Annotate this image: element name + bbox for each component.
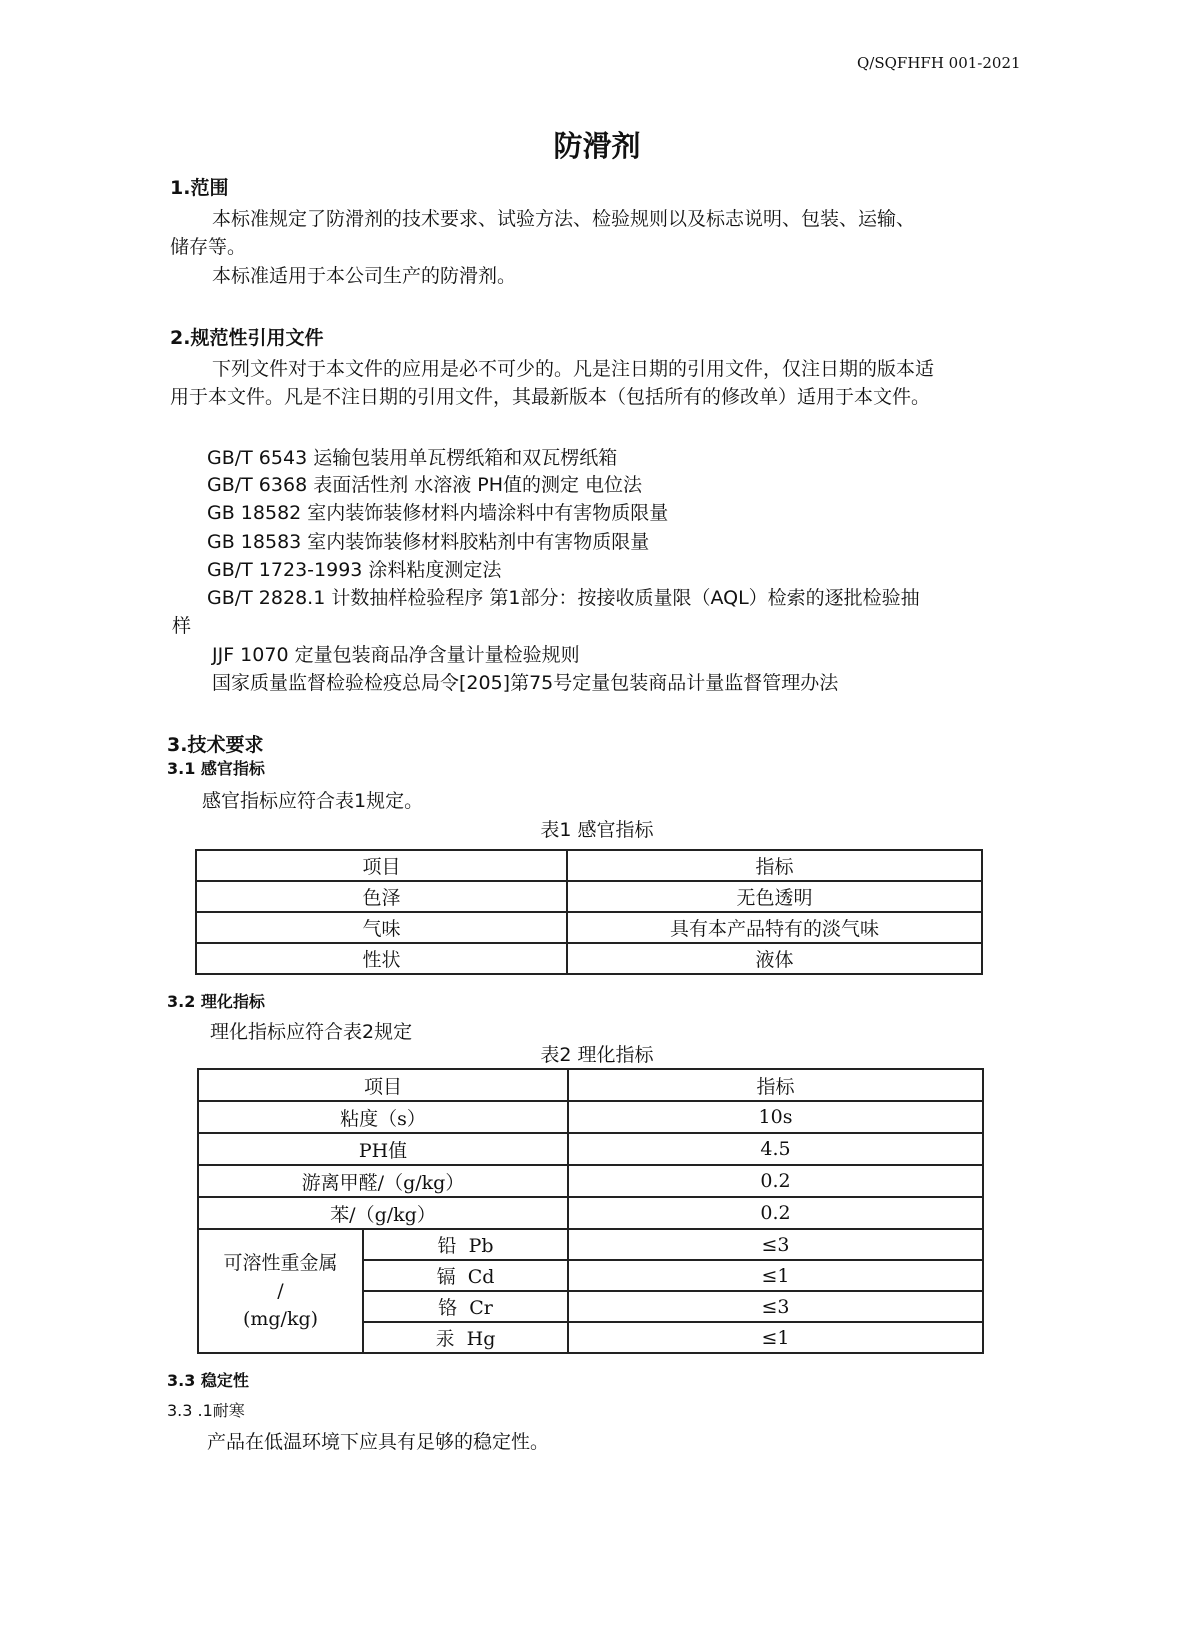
table-2-caption: 表2 理化指标 xyxy=(540,1044,654,1066)
table-row xyxy=(196,881,982,912)
table-cell: 0.2 xyxy=(568,1165,983,1197)
table-header-cell: 项目 xyxy=(198,1069,568,1101)
reference-item: GB/T 2828.1 计数抽样检验程序 第1部分：按接收质量限（AQL）检索的逐批检验抽 xyxy=(207,587,920,609)
table-row xyxy=(198,1229,983,1260)
section-3-2-heading: 3.2 理化指标 xyxy=(167,992,265,1011)
reference-item-continuation: 样 xyxy=(172,615,192,637)
table-cell: 粘度（s） xyxy=(198,1101,568,1133)
reference-item: GB 18582 室内装饰装修材料内墙涂料中有害物质限量 xyxy=(207,502,669,524)
table-cell: ≤1 xyxy=(568,1260,983,1291)
table-row xyxy=(198,1165,983,1197)
heavy-metal-group-unit: (mg/kg) xyxy=(242,1308,319,1330)
section-3-3-1-heading: 3.3 .1耐寒 xyxy=(167,1401,245,1420)
section-3-heading: 3.技术要求 xyxy=(167,734,264,756)
heavy-metal-group-separator: / xyxy=(277,1280,284,1302)
section-3-3-1-text: 产品在低温环境下应具有足够的稳定性。 xyxy=(207,1431,550,1453)
table-row xyxy=(198,1197,983,1229)
table-cell: 10s xyxy=(568,1101,983,1133)
section-2-paragraph-line-1: 下列文件对于本文件的应用是必不可少的。凡是注日期的引用文件，仅注日期的版本适 xyxy=(212,358,935,380)
section-3-3-heading: 3.3 稳定性 xyxy=(167,1371,249,1390)
heavy-metal-group-label: 可溶性重金属 xyxy=(223,1252,338,1274)
sensory-table xyxy=(195,849,983,975)
table-cell: 镉 Cd xyxy=(363,1260,568,1291)
heavy-metal-group-cell xyxy=(198,1229,363,1353)
table-cell: 无色透明 xyxy=(567,881,982,912)
table-header-cell: 指标 xyxy=(567,850,982,881)
table-cell: 性状 xyxy=(196,943,567,974)
table-header-cell: 指标 xyxy=(568,1069,983,1101)
table-cell: 0.2 xyxy=(568,1197,983,1229)
table-cell: 游离甲醛/（g/kg） xyxy=(198,1165,568,1197)
table-cell: PH值 xyxy=(198,1133,568,1165)
section-3-1-heading: 3.1 感官指标 xyxy=(167,759,265,778)
table-header-row xyxy=(196,850,982,881)
table-cell: 液体 xyxy=(567,943,982,974)
table-cell: 汞 Hg xyxy=(363,1322,568,1353)
table-1-caption: 表1 感官指标 xyxy=(540,819,654,841)
section-2-heading: 2.规范性引用文件 xyxy=(170,327,324,349)
table-cell: 色泽 xyxy=(196,881,567,912)
table-cell: ≤3 xyxy=(568,1291,983,1322)
section-2-paragraph-line-2: 用于本文件。凡是不注日期的引用文件，其最新版本（包括所有的修改单）适用于本文件。 xyxy=(170,386,931,408)
table-cell: 苯/（g/kg） xyxy=(198,1197,568,1229)
table-cell: 气味 xyxy=(196,912,567,943)
reference-item: GB/T 1723-1993 涂料粘度测定法 xyxy=(207,559,502,581)
table-cell: 4.5 xyxy=(568,1133,983,1165)
document-code: Q/SQFHFH 001-2021 xyxy=(857,54,1021,72)
table-cell: ≤3 xyxy=(568,1229,983,1260)
table-cell: 具有本产品特有的淡气味 xyxy=(567,912,982,943)
table-header-row xyxy=(198,1069,983,1101)
physicochemical-table xyxy=(197,1068,984,1354)
document-title: 防滑剂 xyxy=(553,129,641,163)
section-3-1-text: 感官指标应符合表1规定。 xyxy=(202,790,424,812)
reference-item: 国家质量监督检验检疫总局令[205]第75号定量包装商品计量监督管理办法 xyxy=(212,672,839,694)
section-1-heading: 1.范围 xyxy=(170,177,229,199)
table-row xyxy=(198,1133,983,1165)
reference-item: GB 18583 室内装饰装修材料胶粘剂中有害物质限量 xyxy=(207,531,650,553)
table-cell: 铅 Pb xyxy=(363,1229,568,1260)
table-row xyxy=(196,943,982,974)
reference-item: GB/T 6368 表面活性剂 水溶液 PH值的测定 电位法 xyxy=(207,474,643,496)
section-1-paragraph-2: 本标准适用于本公司生产的防滑剂。 xyxy=(212,265,517,287)
section-1-paragraph-line-2: 储存等。 xyxy=(170,236,247,258)
reference-item: JJF 1070 定量包装商品净含量计量检验规则 xyxy=(212,644,580,666)
section-3-2-text: 理化指标应符合表2规定 xyxy=(210,1021,413,1043)
table-header-cell: 项目 xyxy=(196,850,567,881)
table-cell: 铬 Cr xyxy=(363,1291,568,1322)
table-row xyxy=(196,912,982,943)
reference-item: GB/T 6543 运输包装用单瓦楞纸箱和双瓦楞纸箱 xyxy=(207,447,618,469)
section-1-paragraph-line-1: 本标准规定了防滑剂的技术要求、试验方法、检验规则以及标志说明、包装、运输、 xyxy=(212,208,916,230)
table-row xyxy=(198,1101,983,1133)
table-cell: ≤1 xyxy=(568,1322,983,1353)
